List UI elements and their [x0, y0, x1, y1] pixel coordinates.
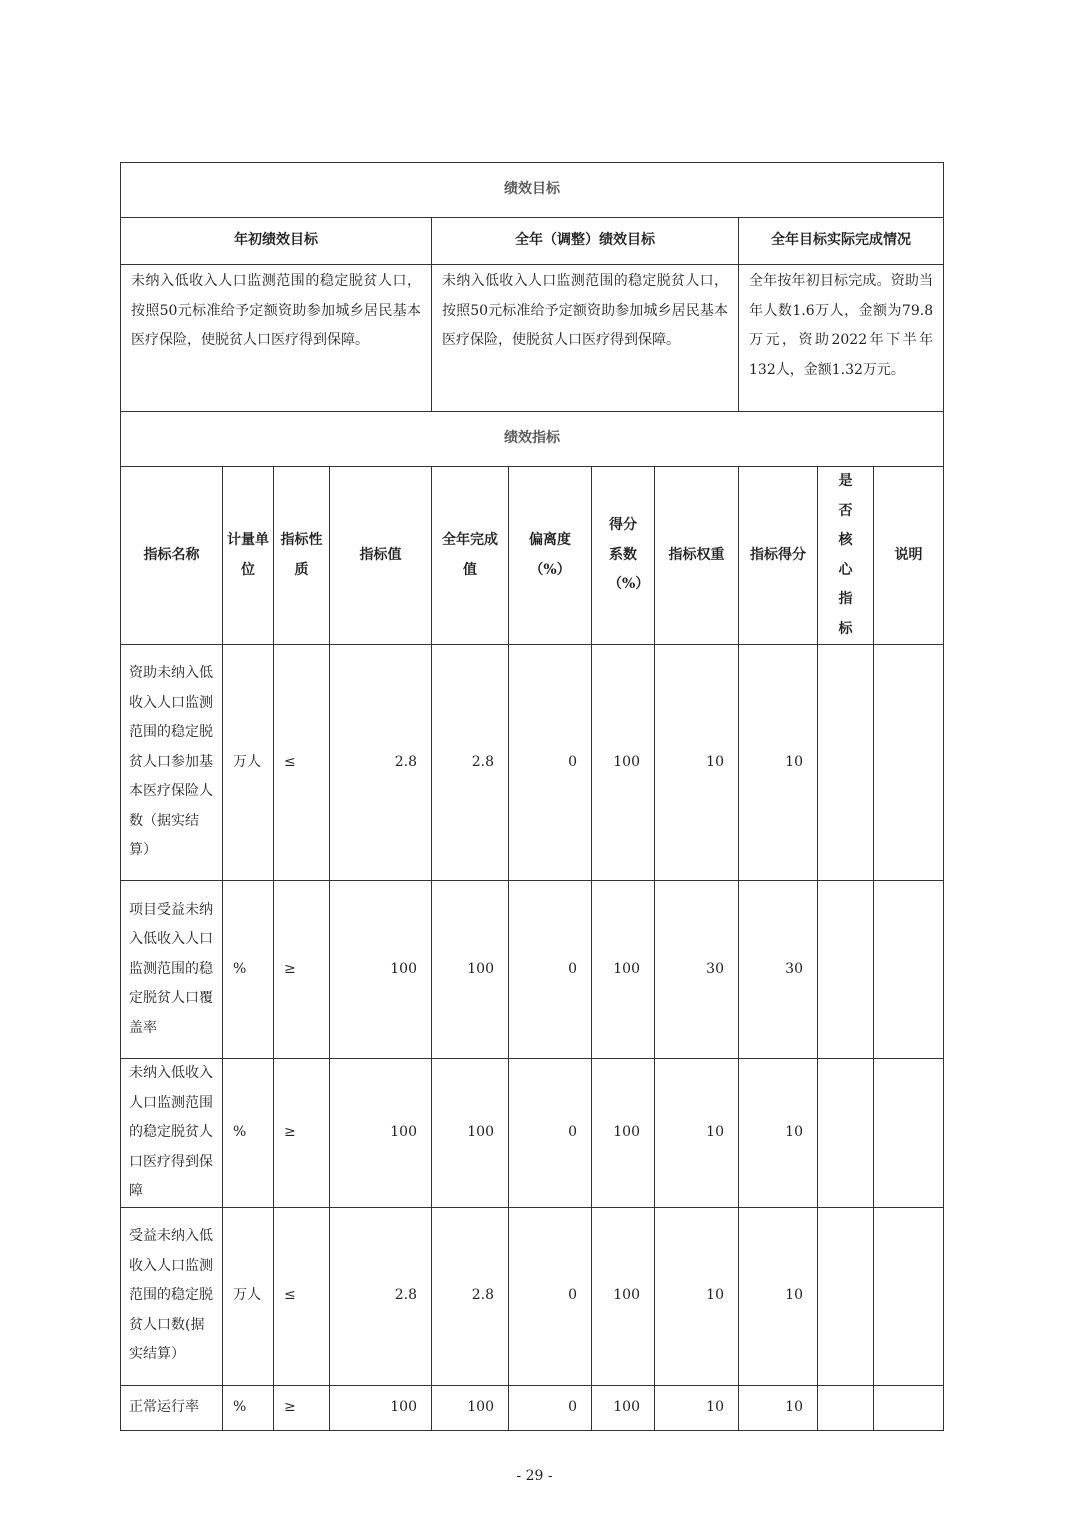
indicator-weight: 10	[655, 1207, 739, 1385]
indicator-name: 项目受益未纳入低收入人口监测范围的稳定脱贫人口覆盖率	[121, 881, 223, 1059]
indicator-name: 资助未纳入低收入人口监测范围的稳定脱贫人口参加基本医疗保险人数（据实结算）	[121, 645, 223, 881]
section-title-indicators: 绩效指标	[121, 412, 944, 467]
indicator-weight: 10	[655, 1059, 739, 1208]
indicator-nature: ≤	[274, 1207, 330, 1385]
indicator-coef: 100	[592, 881, 655, 1059]
indicator-weight: 30	[655, 881, 739, 1059]
indicator-target: 100	[330, 1059, 432, 1208]
header-actual-completion: 全年目标实际完成情况	[739, 218, 944, 265]
indicator-nature: ≥	[274, 881, 330, 1059]
indicator-note	[874, 1059, 944, 1208]
indicator-name: 正常运行率	[121, 1385, 223, 1430]
indicator-target: 2.8	[330, 1207, 432, 1385]
header-initial-goal: 年初绩效目标	[121, 218, 432, 265]
col-header-core: 是否核心指标	[818, 467, 874, 645]
indicator-note	[874, 645, 944, 881]
table-row	[121, 1207, 944, 1385]
indicator-note	[874, 881, 944, 1059]
indicator-completed: 100	[432, 881, 509, 1059]
indicator-target: 100	[330, 881, 432, 1059]
indicator-coef: 100	[592, 645, 655, 881]
adjusted-goal-text: 未纳入低收入人口监测范围的稳定脱贫人口，按照50元标准给予定额资助参加城乡居民基本医疗保险，使脱贫人口医疗得到保障。	[432, 265, 739, 412]
indicator-core	[818, 645, 874, 881]
col-header-coef: 得分系数（%）	[592, 467, 655, 645]
indicator-note	[874, 1207, 944, 1385]
indicator-deviation: 0	[509, 881, 592, 1059]
indicator-unit: %	[223, 1385, 274, 1430]
indicator-core	[818, 1207, 874, 1385]
col-header-completed: 全年完成值	[432, 467, 509, 645]
col-header-name: 指标名称	[121, 467, 223, 645]
indicator-score: 10	[739, 1207, 818, 1385]
indicator-completed: 100	[432, 1059, 509, 1208]
indicator-unit: %	[223, 881, 274, 1059]
indicator-coef: 100	[592, 1385, 655, 1430]
indicator-score: 30	[739, 881, 818, 1059]
indicator-completed: 2.8	[432, 1207, 509, 1385]
indicator-note	[874, 1385, 944, 1430]
table-row	[121, 881, 944, 1059]
indicator-completed: 2.8	[432, 645, 509, 881]
indicator-deviation: 0	[509, 645, 592, 881]
indicator-nature: ≤	[274, 645, 330, 881]
performance-table	[120, 162, 944, 1431]
indicator-name: 受益未纳入低收入人口监测范围的稳定脱贫人口数(据实结算）	[121, 1207, 223, 1385]
indicator-core	[818, 1059, 874, 1208]
col-header-nature: 指标性质	[274, 467, 330, 645]
indicator-coef: 100	[592, 1207, 655, 1385]
indicator-completed: 100	[432, 1385, 509, 1430]
indicator-weight: 10	[655, 645, 739, 881]
col-header-note: 说明	[874, 467, 944, 645]
indicator-deviation: 0	[509, 1385, 592, 1430]
indicator-nature: ≥	[274, 1059, 330, 1208]
indicator-score: 10	[739, 1059, 818, 1208]
col-header-deviation: 偏离度（%）	[509, 467, 592, 645]
table-row	[121, 1385, 944, 1430]
section-title-goals: 绩效目标	[121, 163, 944, 218]
indicator-score: 10	[739, 645, 818, 881]
indicator-core	[818, 1385, 874, 1430]
header-adjusted-goal: 全年（调整）绩效目标	[432, 218, 739, 265]
indicator-name: 未纳入低收入人口监测范围的稳定脱贫人口医疗得到保障	[121, 1059, 223, 1208]
indicator-deviation: 0	[509, 1059, 592, 1208]
indicator-coef: 100	[592, 1059, 655, 1208]
indicator-core	[818, 881, 874, 1059]
col-header-unit: 计量单位	[223, 467, 274, 645]
initial-goal-text: 未纳入低收入人口监测范围的稳定脱贫人口，按照50元标准给予定额资助参加城乡居民基本医疗保险，使脱贫人口医疗得到保障。	[121, 265, 432, 412]
col-header-target: 指标值	[330, 467, 432, 645]
indicator-deviation: 0	[509, 1207, 592, 1385]
indicator-weight: 10	[655, 1385, 739, 1430]
indicator-score: 10	[739, 1385, 818, 1430]
indicator-nature: ≥	[274, 1385, 330, 1430]
indicator-unit: 万人	[223, 1207, 274, 1385]
table-row	[121, 1059, 944, 1208]
indicator-header-row	[121, 467, 944, 645]
col-header-score: 指标得分	[739, 467, 818, 645]
indicator-unit: %	[223, 1059, 274, 1208]
indicator-target: 100	[330, 1385, 432, 1430]
actual-completion-text: 全年按年初目标完成。资助当年人数1.6万人，金额为79.8万元，资助2022年下半年132人，金额1.32万元。	[739, 265, 944, 412]
page-number: - 29 -	[516, 1468, 553, 1484]
indicator-unit: 万人	[223, 645, 274, 881]
indicator-target: 2.8	[330, 645, 432, 881]
col-header-weight: 指标权重	[655, 467, 739, 645]
table-row	[121, 645, 944, 881]
